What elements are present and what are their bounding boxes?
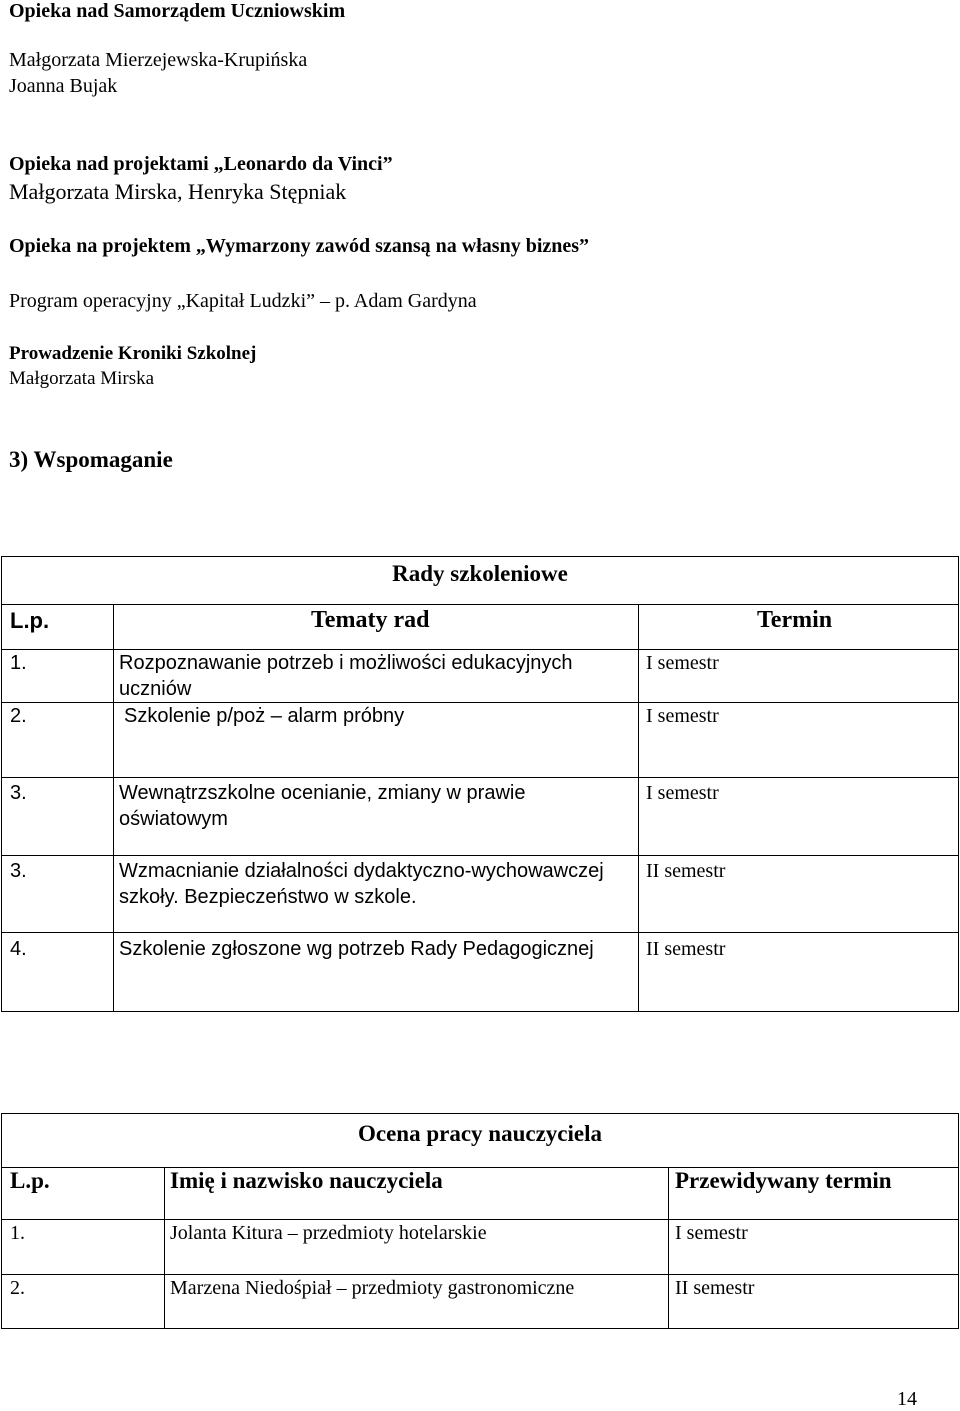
heading-samorzad: Opieka nad Samorządem Uczniowskim [9, 0, 346, 22]
heading-leonardo: Opieka nad projektami „Leonardo da Vinci” [9, 153, 393, 175]
ocena-row-1-imie: Jolanta Kitura – przedmioty hotelarskie [170, 1222, 487, 1244]
rady-row-4-temat-line2: szkoły. Bezpieczeństwo w szkole. [119, 886, 417, 908]
rady-row-1-temat-line2: uczniów [119, 678, 192, 700]
ocena-header-termin: Przewidywany termin [675, 1168, 892, 1193]
rady-header-lp: L.p. [10, 608, 50, 633]
names-leonardo: Małgorzata Mirska, Henryka Stępniak [9, 179, 347, 204]
rady-row-3-lp: 3. [10, 782, 27, 804]
page-number: 14 [897, 1388, 917, 1410]
ocena-title: Ocena pracy nauczyciela [357, 1121, 602, 1146]
rady-row-5-termin: II semestr [646, 938, 726, 960]
program-line: Program operacyjny „Kapitał Ludzki” – p. Adam Gardyna [9, 290, 477, 312]
ocena-row-2-lp: 2. [10, 1277, 25, 1299]
rady-row-1-lp: 1. [10, 652, 27, 674]
rady-row-2-temat: Szkolenie p/poż – alarm próbny [124, 705, 405, 727]
heading-kronika: Prowadzenie Kroniki Szkolnej [9, 343, 257, 364]
rady-row-5-temat: Szkolenie zgłoszone wg potrzeb Rady Pedagogicznej [119, 938, 594, 960]
rady-header-temat: Tematy rad [311, 607, 430, 633]
rady-row-4-lp: 3. [10, 860, 27, 882]
name-line-2: Joanna Bujak [9, 75, 118, 97]
ocena-row-1-lp: 1. [10, 1222, 25, 1244]
rady-row-2-termin: I semestr [646, 705, 719, 727]
ocena-row-1-termin: I semestr [675, 1222, 748, 1244]
rady-row-1-temat-line1: Rozpoznawanie potrzeb i możliwości edukacyjnych [119, 652, 573, 674]
rady-row-2-lp: 2. [10, 705, 27, 727]
name-line-1: Małgorzata Mierzejewska-Krupińska [9, 49, 308, 71]
rady-row-3-temat-line2: oświatowym [119, 808, 228, 830]
rady-row-1-termin: I semestr [646, 652, 719, 674]
ocena-header-imie: Imię i nazwisko nauczyciela [170, 1168, 443, 1193]
heading-wymarzony: Opieka na projektem „Wymarzony zawód szansą na własny biznes” [9, 235, 590, 257]
rady-row-4-termin: II semestr [646, 860, 726, 882]
rady-row-4-temat-line1: Wzmacnianie działalności dydaktyczno-wychowawczej [119, 860, 604, 882]
rady-row-3-termin: I semestr [646, 782, 719, 804]
rady-row-3-temat-line1: Wewnątrzszkolne ocenianie, zmiany w prawie [119, 782, 526, 804]
section-title: 3) Wspomaganie [9, 447, 173, 472]
ocena-row-2-termin: II semestr [675, 1277, 755, 1299]
rady-header-termin: Termin [757, 607, 833, 633]
rady-row-5-lp: 4. [10, 938, 27, 960]
ocena-row-2-imie: Marzena Niedośpiał – przedmioty gastronomiczne [170, 1277, 575, 1299]
rady-title: Rady szkoleniowe [392, 561, 568, 586]
name-kronika: Małgorzata Mirska [9, 368, 155, 389]
ocena-header-lp: L.p. [10, 1168, 50, 1193]
